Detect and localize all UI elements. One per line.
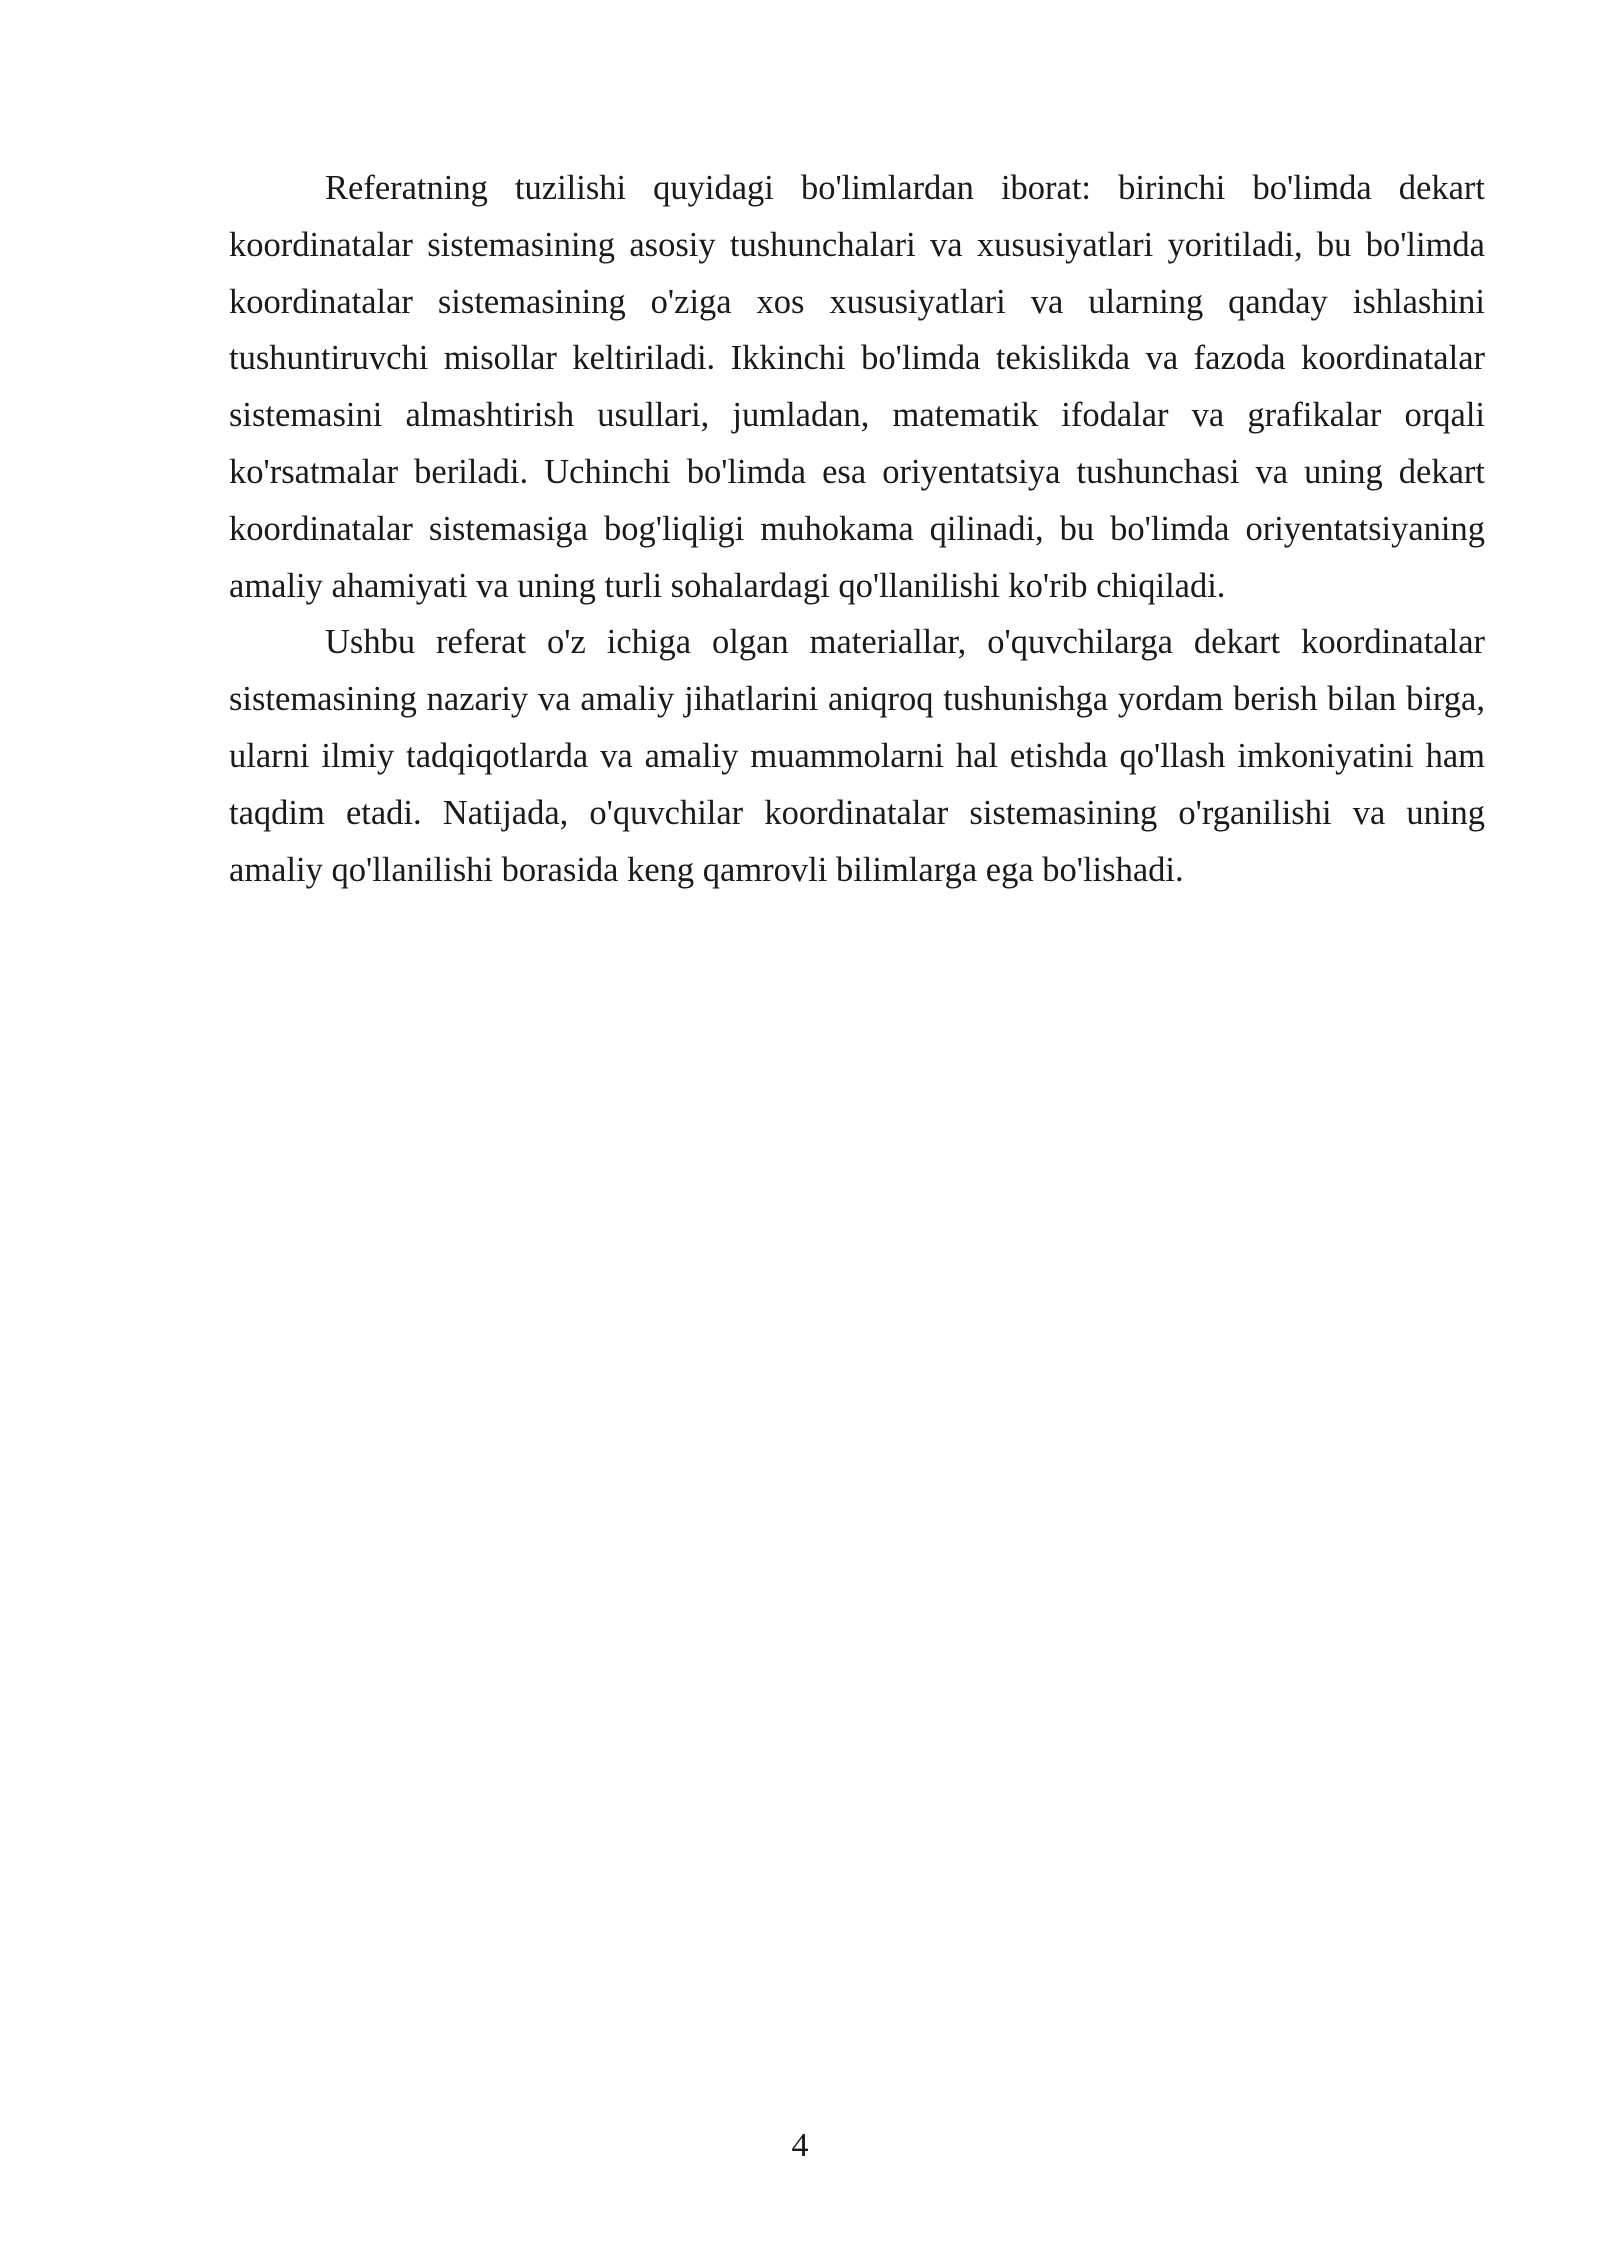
paragraph-summary: Ushbu referat o'z ichiga olgan materiallar, o'quvchilarga dekart koordinatalar sistemasining nazariy va amaliy jihatlarini aniqroq tushunishga yordam berish bilan birga, ularni ilmiy tadqiqotlarda va amaliy muammolarni hal etishda qo'llash imkoniyatini ham taqdim etadi. Natijada, o'quvchilar koordinatalar sistemasining o'rganilishi va uning amaliy qo'llanilishi borasida keng qamrovli bilimlarga ega bo'lishadi. [229, 623, 1485, 889]
body-text [229, 160, 1485, 898]
page-number: 4 [791, 2127, 809, 2164]
paragraph-structure: Referatning tuzilishi quyidagi bo'limlardan iborat: birinchi bo'limda dekart koordinatalar sistemasining asosiy tushunchalari va xususiyatlari yoritiladi, bu bo'limda koordinatalar sistemasining o'ziga xos xususiyatlari va ularning qanday ishlashini tushuntiruvchi misollar keltiriladi. Ikkinchi bo'limda tekislikda va fazoda koordinatalar sistemasini almashtirish usullari, jumladan, matematik ifodalar va grafikalar orqali ko'rsatmalar beriladi. Uchinchi bo'limda esa oriyentatsiya tushunchasi va uning dekart koordinatalar sistemasiga bog'liqligi muhokama qilinadi, bu bo'limda oriyentatsiyaning amaliy ahamiyati va uning turli sohalardagi qo'llanilishi ko'rib chiqiladi. [229, 169, 1485, 605]
